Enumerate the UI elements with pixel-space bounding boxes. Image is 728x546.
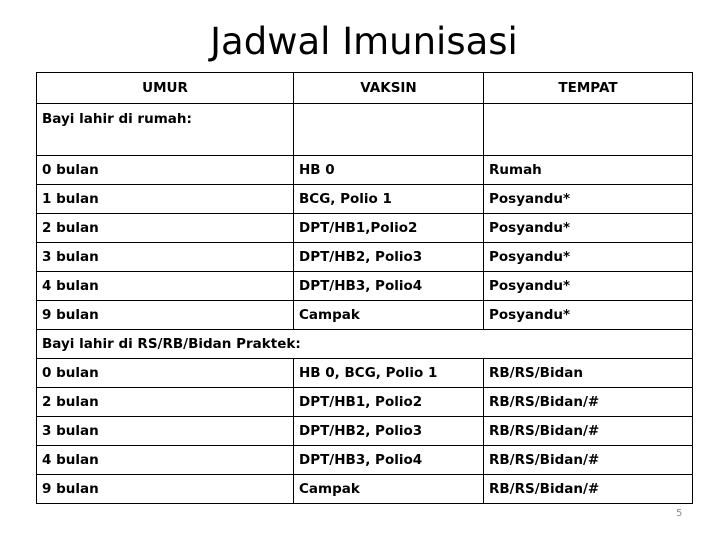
table-row	[37, 359, 693, 388]
cell-vaksin: Campak	[294, 475, 484, 504]
cell-umur: 9 bulan	[37, 301, 294, 330]
cell-umur: 3 bulan	[37, 243, 294, 272]
table-header-row	[37, 73, 693, 104]
cell-umur: 2 bulan	[37, 388, 294, 417]
cell-tempat: RB/RS/Bidan	[484, 359, 693, 388]
cell-vaksin: Campak	[294, 301, 484, 330]
table-row	[37, 417, 693, 446]
cell-umur: 4 bulan	[37, 446, 294, 475]
section-row-home	[37, 104, 693, 156]
cell-tempat: Posyandu*	[484, 301, 693, 330]
immunization-table	[36, 72, 693, 504]
table-row	[37, 243, 693, 272]
cell-umur: 4 bulan	[37, 272, 294, 301]
header-vaksin: VAKSIN	[294, 73, 484, 104]
cell-vaksin: DPT/HB3, Polio4	[294, 446, 484, 475]
cell-vaksin: BCG, Polio 1	[294, 185, 484, 214]
table-row	[37, 156, 693, 185]
section-row-rs	[37, 330, 693, 359]
table-row	[37, 388, 693, 417]
table-row	[37, 446, 693, 475]
cell-vaksin: HB 0, BCG, Polio 1	[294, 359, 484, 388]
cell-vaksin: DPT/HB2, Polio3	[294, 243, 484, 272]
cell-umur: 0 bulan	[37, 156, 294, 185]
cell-tempat: RB/RS/Bidan/#	[484, 446, 693, 475]
empty-cell	[294, 104, 484, 156]
cell-vaksin: HB 0	[294, 156, 484, 185]
cell-umur: 0 bulan	[37, 359, 294, 388]
cell-tempat: Posyandu*	[484, 243, 693, 272]
header-tempat: TEMPAT	[484, 73, 693, 104]
cell-umur: 3 bulan	[37, 417, 294, 446]
section-label-home: Bayi lahir di rumah:	[37, 104, 294, 156]
section-label-rs: Bayi lahir di RS/RB/Bidan Praktek:	[37, 330, 693, 359]
cell-tempat: Posyandu*	[484, 272, 693, 301]
header-umur: UMUR	[37, 73, 294, 104]
table-row	[37, 272, 693, 301]
cell-tempat: Posyandu*	[484, 185, 693, 214]
cell-vaksin: DPT/HB1,Polio2	[294, 214, 484, 243]
cell-umur: 1 bulan	[37, 185, 294, 214]
empty-cell	[484, 104, 693, 156]
table-row	[37, 214, 693, 243]
table-row	[37, 475, 693, 504]
cell-vaksin: DPT/HB3, Polio4	[294, 272, 484, 301]
cell-tempat: RB/RS/Bidan/#	[484, 388, 693, 417]
cell-vaksin: DPT/HB2, Polio3	[294, 417, 484, 446]
cell-vaksin: DPT/HB1, Polio2	[294, 388, 484, 417]
page-title: Jadwal Imunisasi	[210, 20, 518, 63]
page-number: 5	[676, 508, 683, 519]
cell-umur: 2 bulan	[37, 214, 294, 243]
cell-tempat: RB/RS/Bidan/#	[484, 475, 693, 504]
cell-umur: 9 bulan	[37, 475, 294, 504]
cell-tempat: Posyandu*	[484, 214, 693, 243]
table-row	[37, 301, 693, 330]
cell-tempat: Rumah	[484, 156, 693, 185]
table-row	[37, 185, 693, 214]
cell-tempat: RB/RS/Bidan/#	[484, 417, 693, 446]
